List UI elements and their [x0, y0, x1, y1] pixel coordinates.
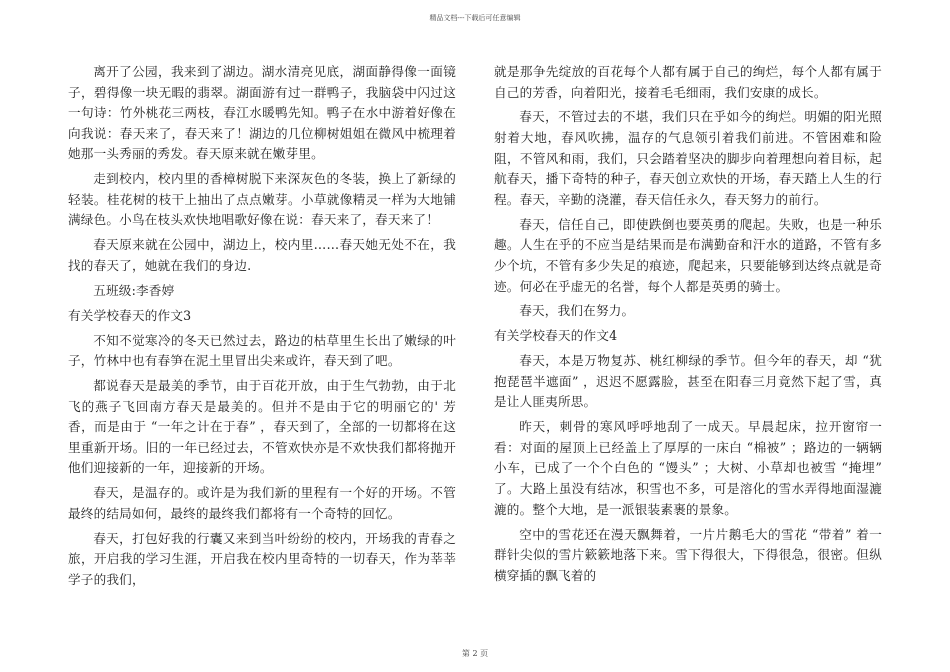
paragraph: 春天，本是万物复苏、桃红柳绿的季节。但今年的春天，却 “犹抱琵琶半遮面” ，迟迟不愿露脸，甚至在阳春三月竟然下起了雪，真是让人匪夷所思。 [494, 353, 882, 410]
paragraph: 春天，不管过去的不堪，我们只在乎如今的绚烂。明媚的阳光照射着大地，春风吹拂，温存的气息领引着我们前进。不管困难和险阻，不管风和雨，我们，只会踏着坚决的脚步向着理想向着目标，起航春天，播下奇特的种子，春天创立欢快的开场，春天踏上人生的行程。春天，辛勤的浇灌，春天信任永久，春天努力的前行。 [494, 109, 882, 207]
paragraph: 就是那争先绽放的百花每个人都有属于自己的绚烂，每个人都有属于自己的芳香，向着阳光，接着毛毛细雨，我们安康的成长。 [494, 64, 882, 100]
right-column [494, 62, 882, 591]
paragraph: 春天，打包好我的行囊又来到当叶纷纷的校内，开场我的青春之旅，开启我的学习生涯，开启我在校内里奇特的一切春天，作为莘莘学子的我们， [68, 530, 456, 588]
left-column [68, 62, 456, 595]
paragraph: 春天，我们在努力。 [519, 303, 635, 319]
paragraph: 离开了公园，我来到了湖边。湖水清亮见底，湖面静得像一面镜子，碧得像一块无暇的翡翠。湖面游有过一群鸭子，我脑袋中闪过这一句诗：竹外桃花三两枝，春江水暖鸭先知。鸭子在水中游着好像在向我说：春天来了，春天来了！湖边的几位柳树姐姐在微风中梳理着她那一头秀丽的秀发。春天原来就在嫩芽里。 [68, 64, 456, 162]
paragraph: 春天，信任自己，即使跌倒也要英勇的爬起。失败，也是一种乐趣。人生在乎的不应当是结果而是布满勤奋和汗水的道路，不管有多少个坑，不管有多少失足的痕迹，爬起来，只要能够到达终点就是奇迹。何必在乎虚无的名誉，每个人都是英勇的骑士。 [494, 216, 882, 294]
page-header: 精品文档---下载后可任意编辑 [429, 14, 521, 22]
paragraph: 走到校内，校内里的香樟树脱下来深灰色的冬装，换上了新绿的轻装。桂花树的枝干上抽出了点点嫩芽。小草就像精灵一样为大地铺满绿色。小鸟在枝头欢快地唱歌好像在说：春天来了，春天来了！ [68, 171, 456, 228]
paragraph: 昨天，刺骨的寒风呼呼地刮了一成天。早晨起床，拉开窗帘一看：对面的屋顶上已经盖上了厚厚的一床白 “棉被” ；路边的一辆辆小车，已成了一个个白色的 “馒头” ；大树、小草却也被雪 “掩埋” 了。大路上虽没有结冰，积雪也不多，可是溶化的雪水弄得地面湿漉漉的。整个大地，是一派银装素裹的景象。 [494, 419, 882, 517]
essay-title: 有关学校春天的作文4 [494, 328, 618, 344]
paragraph: 春天，是温存的。或许是为我们新的里程有一个好的开场。不管最终的结局如何，最终的最终我们都将有一个奇特的回忆。 [68, 485, 456, 521]
page-number: 第 2 页 [461, 649, 489, 658]
paragraph: 春天原来就在公园中，湖边上，校内里……春天她无处不在，我找的春天了，她就在我们的身边. [68, 237, 456, 273]
paragraph: 空中的雪花还在漫天飘舞着，一片片鹅毛大的雪花 “带着” 着一群针尖似的雪片簌簌地落下来。雪下得很大，下得很急，很密。但纵横穿插的飘飞着的 [494, 526, 882, 583]
essay-title: 有关学校春天的作文3 [68, 307, 192, 323]
paragraph: 都说春天是最美的季节，由于百花开放，由于生气勃勃，由于北飞的燕子飞回南方春天是最美的。但并不是由于它的明丽它的' 芳香，而是由于 “一年之计在于春” ，春天到了，全部的一切都将在这里重新开场。旧的一年已经过去，不管欢快亦是不欢快我们都将抛开他们迎接新的一年，迎接新的开场。 [68, 378, 456, 476]
paragraph: 不知不觉寒冷的冬天已然过去，路边的枯草里生长出了嫩绿的叶子，竹林中也有春笋在泥土里冒出尖来或许，春天到了吧。 [68, 332, 456, 369]
author-line: 五班级:李香婷 [93, 282, 175, 298]
